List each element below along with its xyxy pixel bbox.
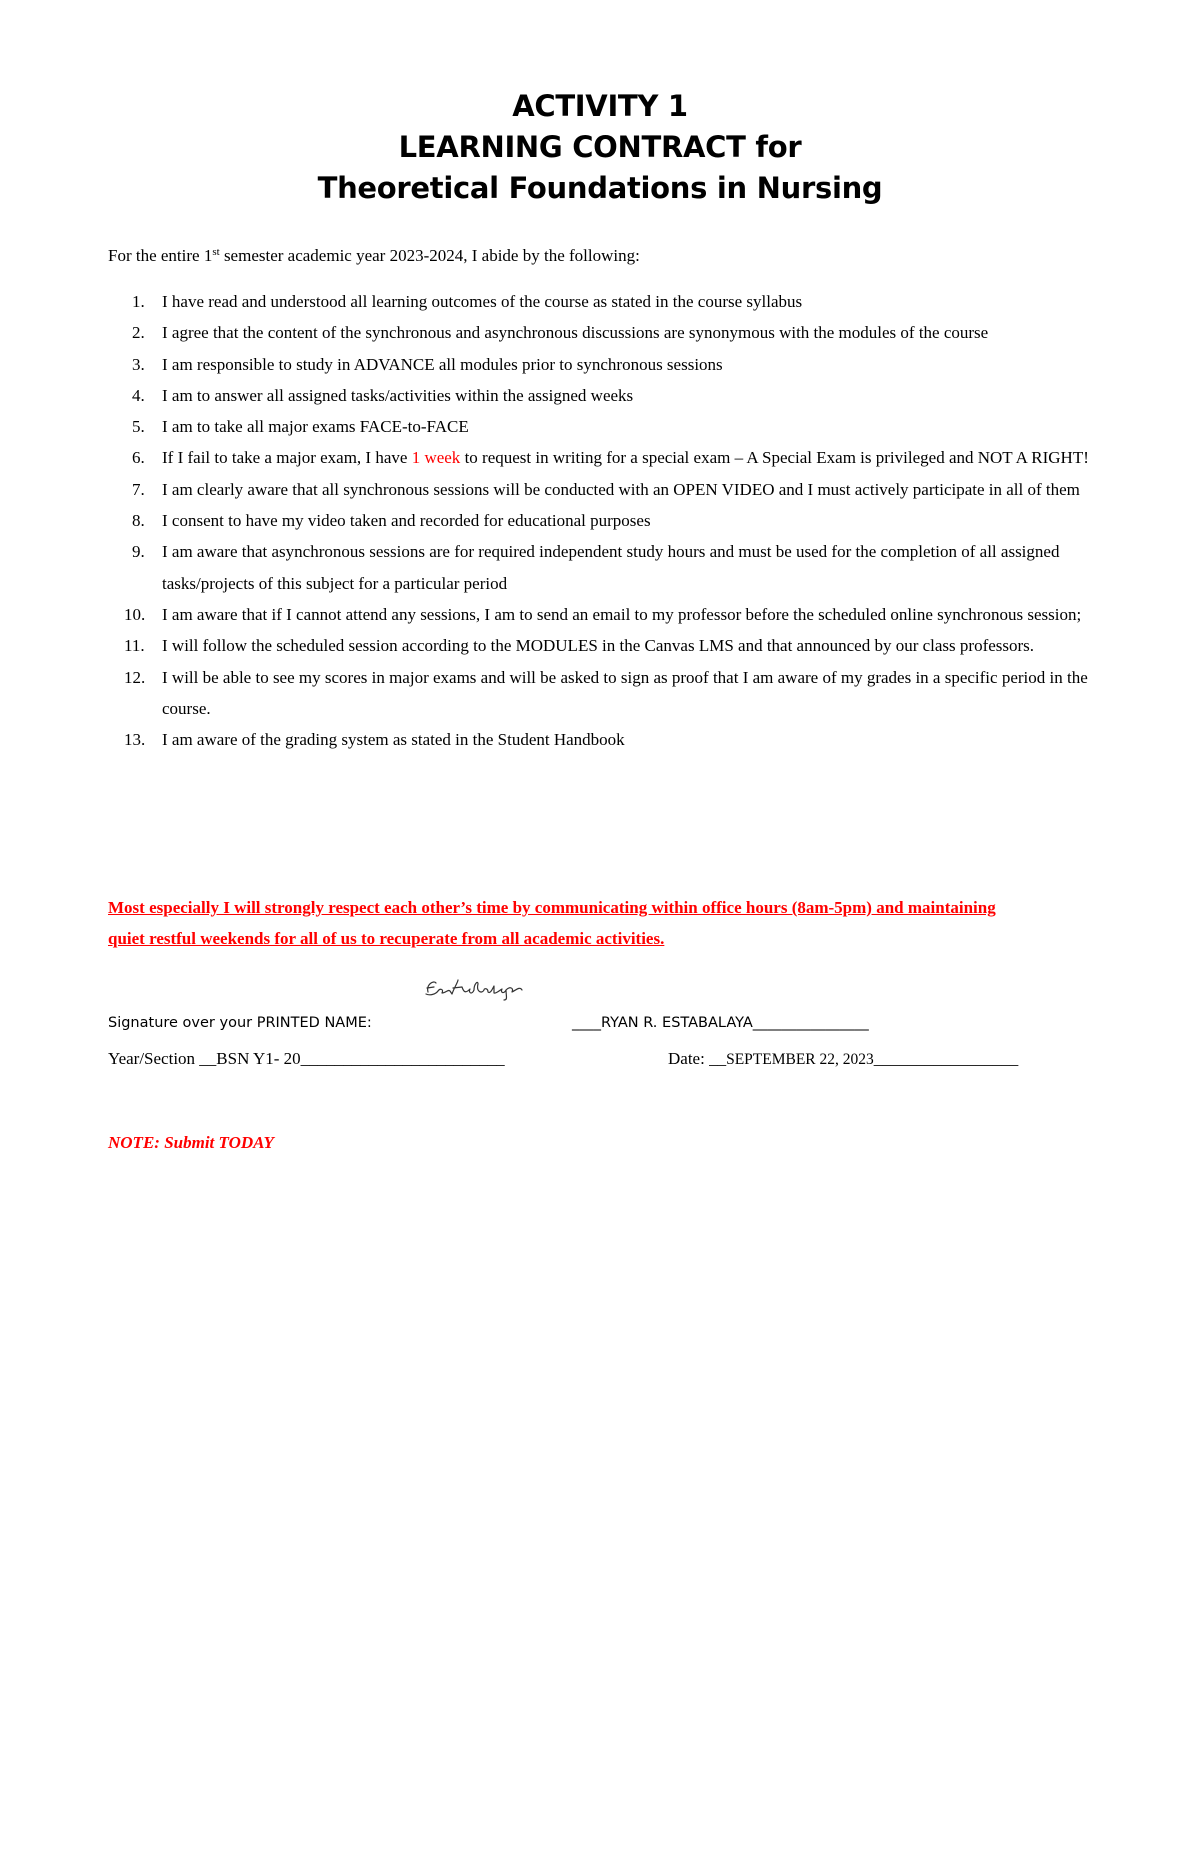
list-item (108, 474, 1098, 505)
printed-name-field: ____RYAN R. ESTABALAYA________________ (572, 1015, 869, 1031)
item-number: 11. (124, 636, 145, 656)
item-number: 1. (132, 292, 145, 311)
list-item (108, 349, 1098, 380)
contract-items-list (108, 286, 1098, 755)
date-value: SEPTEMBER 22, 2023 (726, 1051, 874, 1068)
list-item (108, 411, 1098, 442)
item-number: 3. (132, 354, 145, 374)
list-item (108, 724, 1098, 755)
item-number: 4. (132, 385, 145, 405)
title-line-1: ACTIVITY 1 (512, 89, 688, 123)
title-line-3: Theoretical Foundations in Nursing (317, 171, 883, 205)
list-item (108, 536, 1098, 599)
item-number: 8. (132, 511, 145, 531)
date-trailing-line: _________________ (873, 1049, 1019, 1068)
date-label: Date: __ (668, 1049, 727, 1068)
item-text-highlight: 1 week (411, 448, 461, 468)
list-item (108, 380, 1098, 411)
item-text: I will be able to see my scores in major exams and will be asked to sign as proof that I am aware of my grades in a specific period in the course. (162, 667, 1088, 718)
intro-paragraph (108, 246, 640, 266)
item-text-start: If I fail to take a major exam, I have (162, 448, 412, 468)
list-item (108, 286, 1098, 317)
emphasis-statement: Most especially I will strongly respect each other’s time by communicating within office hours (8am-5pm) and maintaining quiet restful weekends for all of us to recuperate from all academic activities. (108, 898, 996, 949)
item-text: I will follow the scheduled session according to the MODULES in the Canvas LMS and that announced by our class professors. (162, 636, 1035, 656)
list-item (108, 442, 1098, 473)
item-text: I am clearly aware that all synchronous sessions will be conducted with an OPEN VIDEO and I must actively participate in all of them (162, 479, 1080, 499)
list-item (108, 505, 1098, 536)
submission-note: NOTE: Submit TODAY (108, 1133, 274, 1152)
signature-label: Signature over your PRINTED NAME: (108, 1015, 372, 1031)
item-number: 10. (124, 604, 146, 624)
item-number: 2. (132, 323, 145, 343)
title-line-2: LEARNING CONTRACT for (398, 130, 802, 164)
handwritten-signature (422, 972, 526, 1002)
intro-text-end: semester academic year 2023-2024, I abide by the following: (219, 246, 640, 265)
intro-text-start: For the entire 1 (108, 246, 213, 265)
item-text: I am aware of the grading system as stated in the Student Handbook (162, 730, 625, 750)
document-title (0, 86, 1200, 209)
intro-superscript: st (212, 246, 220, 258)
date-field (668, 1049, 1018, 1069)
list-item (108, 599, 1098, 630)
item-text: I am aware that if I cannot attend any sessions, I am to send an email to my professor before the scheduled online synchronous session; (162, 604, 1082, 624)
list-item (108, 662, 1098, 725)
item-number: 9. (132, 542, 145, 562)
item-text: I agree that the content of the synchronous and asynchronous discussions are synonymous with the modules of the course (162, 323, 989, 343)
item-number: 13. (124, 730, 146, 750)
item-text: I am to take all major exams FACE-to-FACE (162, 417, 469, 437)
item-text: I am aware that asynchronous sessions are for required independent study hours and must be used for the completion of all assigned tasks/projects of this subject for a particular period (162, 542, 1060, 593)
item-number: 5. (132, 417, 145, 437)
list-item (108, 317, 1098, 348)
item-text: I am to answer all assigned tasks/activities within the assigned weeks (162, 385, 634, 405)
item-text: I have read and understood all learning outcomes of the course as stated in the course syllabus (162, 292, 803, 311)
item-number: 12. (124, 667, 146, 687)
item-number: 7. (132, 479, 145, 499)
year-section-field: Year/Section __BSN Y1- 20________________________ (108, 1049, 505, 1068)
item-text-end: to request in writing for a special exam – A Special Exam is privileged and NOT A RIGHT! (460, 448, 1089, 468)
item-text: I consent to have my video taken and recorded for educational purposes (162, 511, 651, 531)
item-text: I am responsible to study in ADVANCE all modules prior to synchronous sessions (162, 354, 723, 374)
item-number: 6. (132, 448, 145, 468)
list-item (108, 630, 1098, 661)
